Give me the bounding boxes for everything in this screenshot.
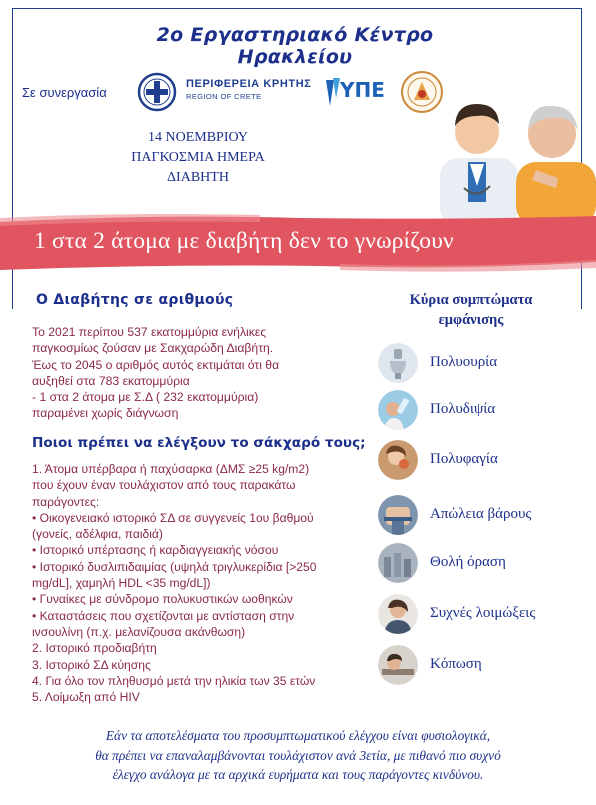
- criteria-line: • Γυναίκες με σύνδρομο πολυκυστικών ωοθηκών: [32, 592, 293, 607]
- region-crete-logo: [186, 78, 311, 101]
- ype-logo-text: ΥΠΕ: [340, 78, 385, 102]
- eating-photo-icon: [378, 440, 418, 480]
- footer-line: θα πρέπει να επαναλαμβάνονται τουλάχιστον ανά 3ετία, με πιθανό πιο συχνό: [95, 747, 501, 763]
- symptom-blurred-vision: [378, 543, 588, 583]
- greek-emblem-logo-icon: [137, 72, 177, 112]
- symptom-polyuria: [378, 343, 588, 383]
- symptom-fatigue: [378, 645, 588, 685]
- blurred-vision-photo-icon: [378, 543, 418, 583]
- stats-line: Το 2021 περίπου 537 εκατομμύρια ενήλικες: [32, 325, 267, 339]
- date-line1: 14 ΝΟΕΜΒΡΙΟΥ: [147, 130, 249, 145]
- weight-loss-photo-icon: [378, 495, 418, 535]
- footer-line: έλεγχο ανάλογα με τα αρχικά ευρήματα και τους παράγοντες κινδύνου.: [112, 767, 484, 782]
- criteria-line: ινσουλίνη (π.χ. μελανίζουσα ακάνθωση): [32, 624, 246, 639]
- doctor-and-patient-illustration: [432, 66, 596, 226]
- symptom-polyphagia: [378, 440, 588, 480]
- criteria-line: 2. Ιστορικό προδιαβήτη: [32, 641, 157, 656]
- criteria-line: • Οικογενειακό ιστορικό ΣΔ σε συγγενείς 1ου βαθμού: [32, 510, 314, 525]
- criteria-line: 5. Λοίμωξη από HIV: [32, 690, 140, 705]
- infection-photo-icon: [378, 594, 418, 634]
- symptoms-title-line1: Κύρια συμπτώματα: [409, 292, 533, 308]
- region-logo-line2: REGION OF CRETE: [186, 92, 262, 101]
- symptom-label: Πολυδιψία: [430, 401, 496, 417]
- stats-line: παγκοσμίως ζούσαν με Σακχαρώδη Διαβήτη.: [32, 341, 274, 356]
- criteria-line: • Ιστορικό υπέρτασης ή καρδιαγγειακής νόσου: [32, 543, 279, 558]
- criteria-line: 3. Ιστορικό ΣΔ κύησης: [32, 657, 151, 672]
- footer-note: [14, 726, 582, 785]
- stats-line: Έως το 2045 ο αριθμός αυτός εκτιμάται ότι θα: [32, 357, 280, 372]
- symptom-frequent-infections: [378, 594, 588, 634]
- symptom-weight-loss: [378, 495, 588, 535]
- ype-logo: [324, 74, 385, 114]
- symptom-label: Θολή όραση: [430, 554, 506, 570]
- symptom-label: Συχνές λοιμώξεις: [430, 605, 536, 621]
- collaboration-label: Σε συνεργασία: [22, 85, 107, 100]
- criteria-line: • Ιστορικό δυσλιπιδαιμίας (υψηλά τριγλυκερίδια [>250: [32, 559, 317, 574]
- symptoms-title-line2: εμφάνισης: [438, 312, 504, 328]
- symptom-label: Πολυφαγία: [430, 451, 498, 467]
- stats-line: - 1 στα 2 άτομα με Σ.Δ ( 232 εκατομμύρια): [32, 390, 259, 405]
- drinking-water-photo-icon: [378, 390, 418, 430]
- stats-line: αυξηθεί στα 783 εκατομμύρια: [32, 373, 190, 388]
- criteria-line: mg/dL], χαμηλή HDL <35 mg/dL]): [32, 576, 211, 591]
- toilet-photo-icon: [378, 343, 418, 383]
- date-line3: ΔΙΑΒΗΤΗ: [167, 170, 229, 185]
- date-line2: ΠΑΓΚΟΣΜΙΑ ΗΜΕΡΑ: [131, 150, 265, 165]
- region-logo-line1: ΠΕΡΙΦΕΡΕΙΑ ΚΡΗΤΗΣ: [186, 78, 312, 90]
- footer-line: Εάν τα αποτελέσματα του προσυμπτωματικού ελέγχου είναι φυσιολογικά,: [105, 728, 491, 743]
- criteria-line: • Καταστάσεις που σχετίζονται με αντίσταση στην: [32, 608, 295, 623]
- symptom-label: Κόπωση: [430, 656, 482, 672]
- screening-section-title: Ποιοι πρέπει να ελέγξουν το σάκχαρό τους;: [32, 435, 366, 451]
- screening-criteria-list: [32, 461, 382, 705]
- criteria-line: παράγοντες:: [32, 494, 100, 509]
- numbers-statistics-text: [32, 324, 352, 422]
- page-title: 2ο Εργαστηριακό Κέντρο Ηρακλείου: [156, 24, 434, 68]
- numbers-section-title: Ο Διαβήτης σε αριθμούς: [36, 292, 234, 308]
- criteria-line: 4. Για όλο τον πληθυσμό μετά την ηλικία των 35 ετών: [32, 673, 316, 688]
- world-diabetes-day-date: [78, 128, 318, 188]
- symptoms-section-title: [362, 290, 580, 330]
- symptom-label: Πολυουρία: [430, 354, 498, 370]
- stats-line: παραμένει χωρίς διάγνωση: [32, 406, 179, 421]
- criteria-line: που έχουν έναν τουλάχιστον από τους παρακάτω: [32, 478, 296, 493]
- fatigue-photo-icon: [378, 645, 418, 685]
- symptom-polydipsia: [378, 390, 588, 430]
- criteria-line: (γονείς, αδέλφια, παιδιά): [32, 527, 163, 542]
- criteria-line: 1. Άτομα υπέρβαρα ή παχύσαρκα (ΔΜΣ ≥25 kg/m2): [32, 462, 310, 476]
- banner-slogan: 1 στα 2 άτομα με διαβήτη δεν το γνωρίζουν: [34, 228, 454, 254]
- symptom-label: Απώλεια βάρους: [430, 506, 532, 522]
